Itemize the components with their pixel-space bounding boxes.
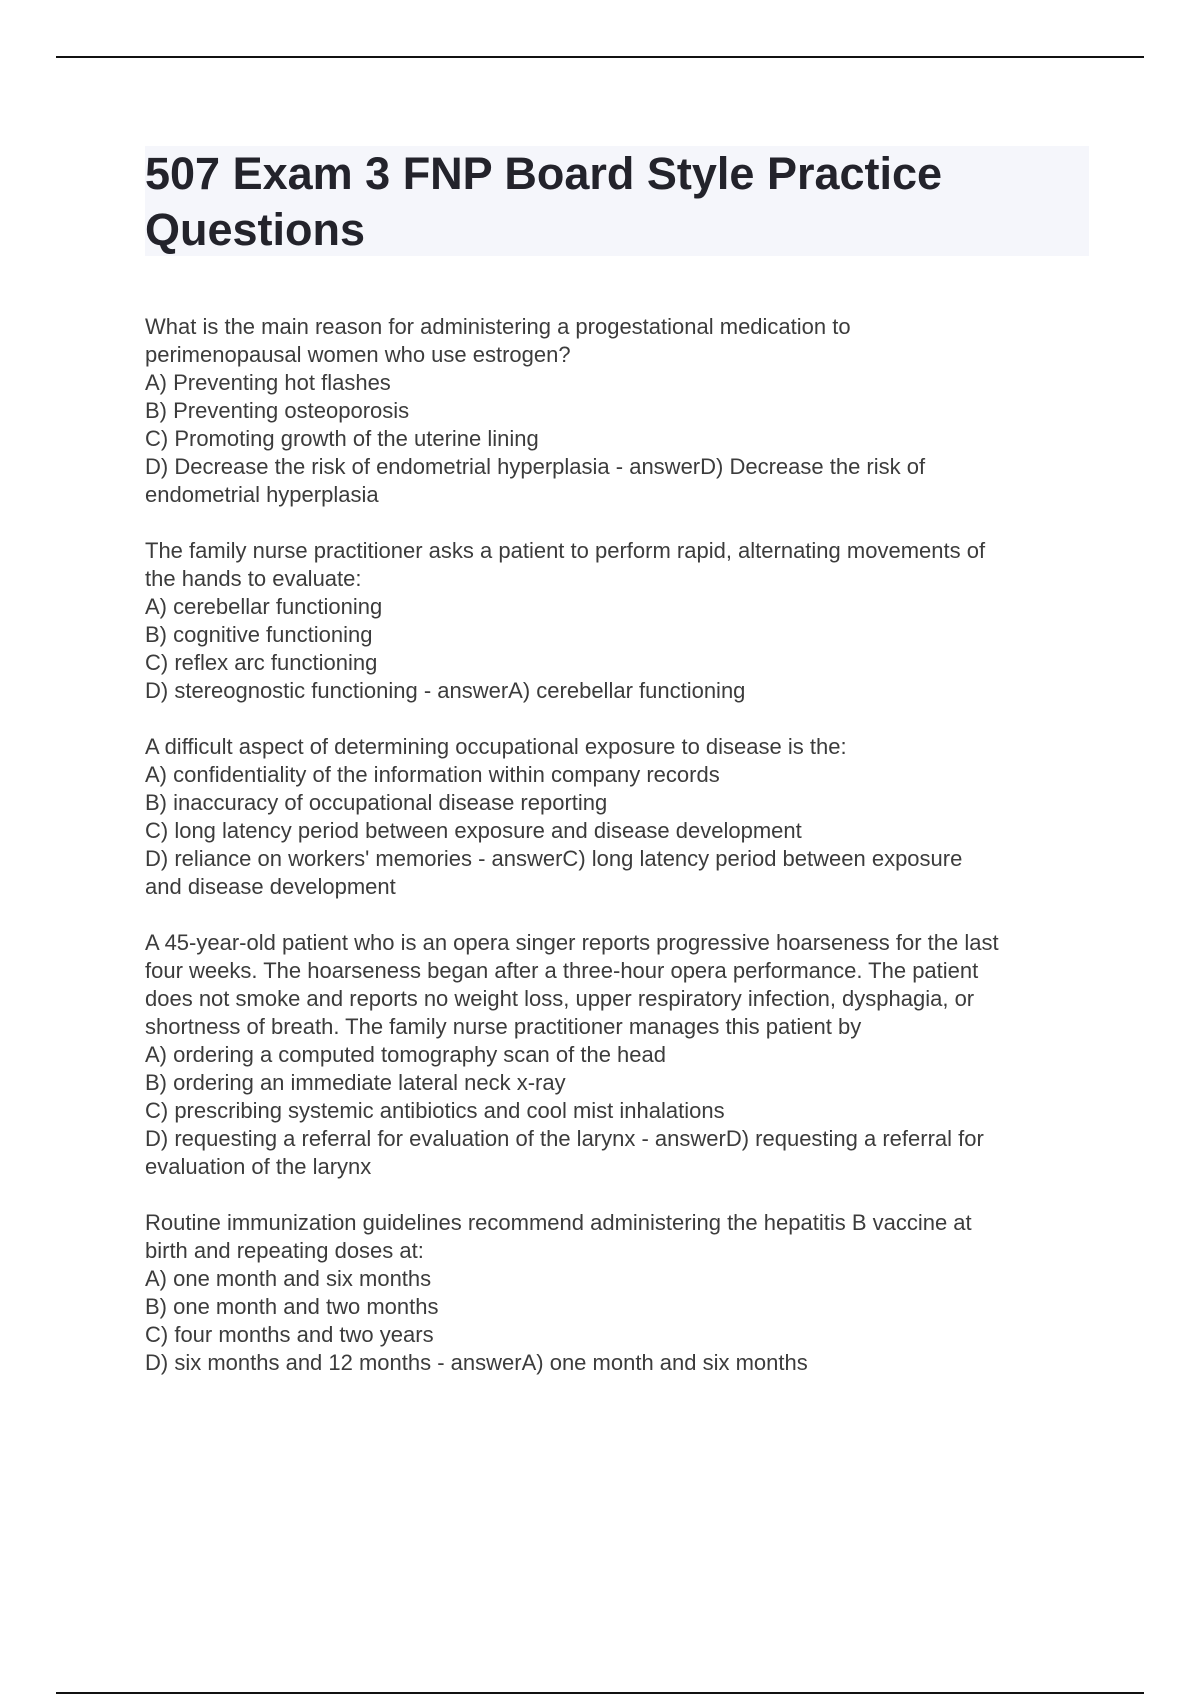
question-block bbox=[145, 929, 1095, 1181]
question-line: does not smoke and reports no weight loss, upper respiratory infection, dysphagia, or bbox=[145, 986, 975, 1011]
question-list bbox=[145, 313, 1095, 1405]
question-line: B) Preventing osteoporosis bbox=[145, 398, 410, 423]
question-line: D) requesting a referral for evaluation of the larynx - answerD) requesting a referral for bbox=[145, 1126, 984, 1151]
question-block bbox=[145, 313, 1095, 509]
question-block bbox=[145, 537, 1095, 705]
title-banner bbox=[145, 146, 1089, 256]
question-line: and disease development bbox=[145, 874, 396, 899]
question-line: D) Decrease the risk of endometrial hyperplasia - answerD) Decrease the risk of bbox=[145, 454, 926, 479]
question-line: C) prescribing systemic antibiotics and cool mist inhalations bbox=[145, 1098, 725, 1123]
question-text-line: The family nurse practitioner asks a patient to perform rapid, alternating movements of bbox=[145, 538, 986, 563]
question-line: C) Promoting growth of the uterine lining bbox=[145, 426, 539, 451]
question-line: B) ordering an immediate lateral neck x-ray bbox=[145, 1070, 566, 1095]
question-line: B) cognitive functioning bbox=[145, 622, 373, 647]
question-line: endometrial hyperplasia bbox=[145, 482, 379, 507]
question-line: perimenopausal women who use estrogen? bbox=[145, 342, 571, 367]
question-text-line: A difficult aspect of determining occupational exposure to disease is the: bbox=[145, 734, 847, 759]
question-line: D) reliance on workers' memories - answerC) long latency period between exposure bbox=[145, 846, 963, 871]
question-block bbox=[145, 1209, 1095, 1377]
question-line: D) six months and 12 months - answerA) one month and six months bbox=[145, 1350, 808, 1375]
question-line: C) reflex arc functioning bbox=[145, 650, 378, 675]
top-rule bbox=[56, 56, 1144, 58]
question-line: B) inaccuracy of occupational disease reporting bbox=[145, 790, 608, 815]
question-text-line: A 45-year-old patient who is an opera singer reports progressive hoarseness for the last bbox=[145, 930, 999, 955]
bottom-rule bbox=[56, 1692, 1144, 1694]
question-line: evaluation of the larynx bbox=[145, 1154, 372, 1179]
question-line: C) long latency period between exposure and disease development bbox=[145, 818, 802, 843]
question-line: C) four months and two years bbox=[145, 1322, 434, 1347]
question-text-line: Routine immunization guidelines recommend administering the hepatitis B vaccine at bbox=[145, 1210, 972, 1235]
question-line: four weeks. The hoarseness began after a three-hour opera performance. The patient bbox=[145, 958, 979, 983]
question-line: D) stereognostic functioning - answerA) cerebellar functioning bbox=[145, 678, 746, 703]
question-line: A) one month and six months bbox=[145, 1266, 432, 1291]
question-line: B) one month and two months bbox=[145, 1294, 439, 1319]
question-line: A) cerebellar functioning bbox=[145, 594, 383, 619]
question-line: A) ordering a computed tomography scan of the head bbox=[145, 1042, 666, 1067]
question-block bbox=[145, 733, 1095, 901]
question-line: A) confidentiality of the information within company records bbox=[145, 762, 720, 787]
question-line: A) Preventing hot flashes bbox=[145, 370, 391, 395]
question-text-line: What is the main reason for administering a progestational medication to bbox=[145, 314, 851, 339]
question-line: the hands to evaluate: bbox=[145, 566, 362, 591]
question-line: shortness of breath. The family nurse practitioner manages this patient by bbox=[145, 1014, 862, 1039]
question-line: birth and repeating doses at: bbox=[145, 1238, 424, 1263]
page-title: 507 Exam 3 FNP Board Style Practice Questions bbox=[145, 148, 943, 255]
